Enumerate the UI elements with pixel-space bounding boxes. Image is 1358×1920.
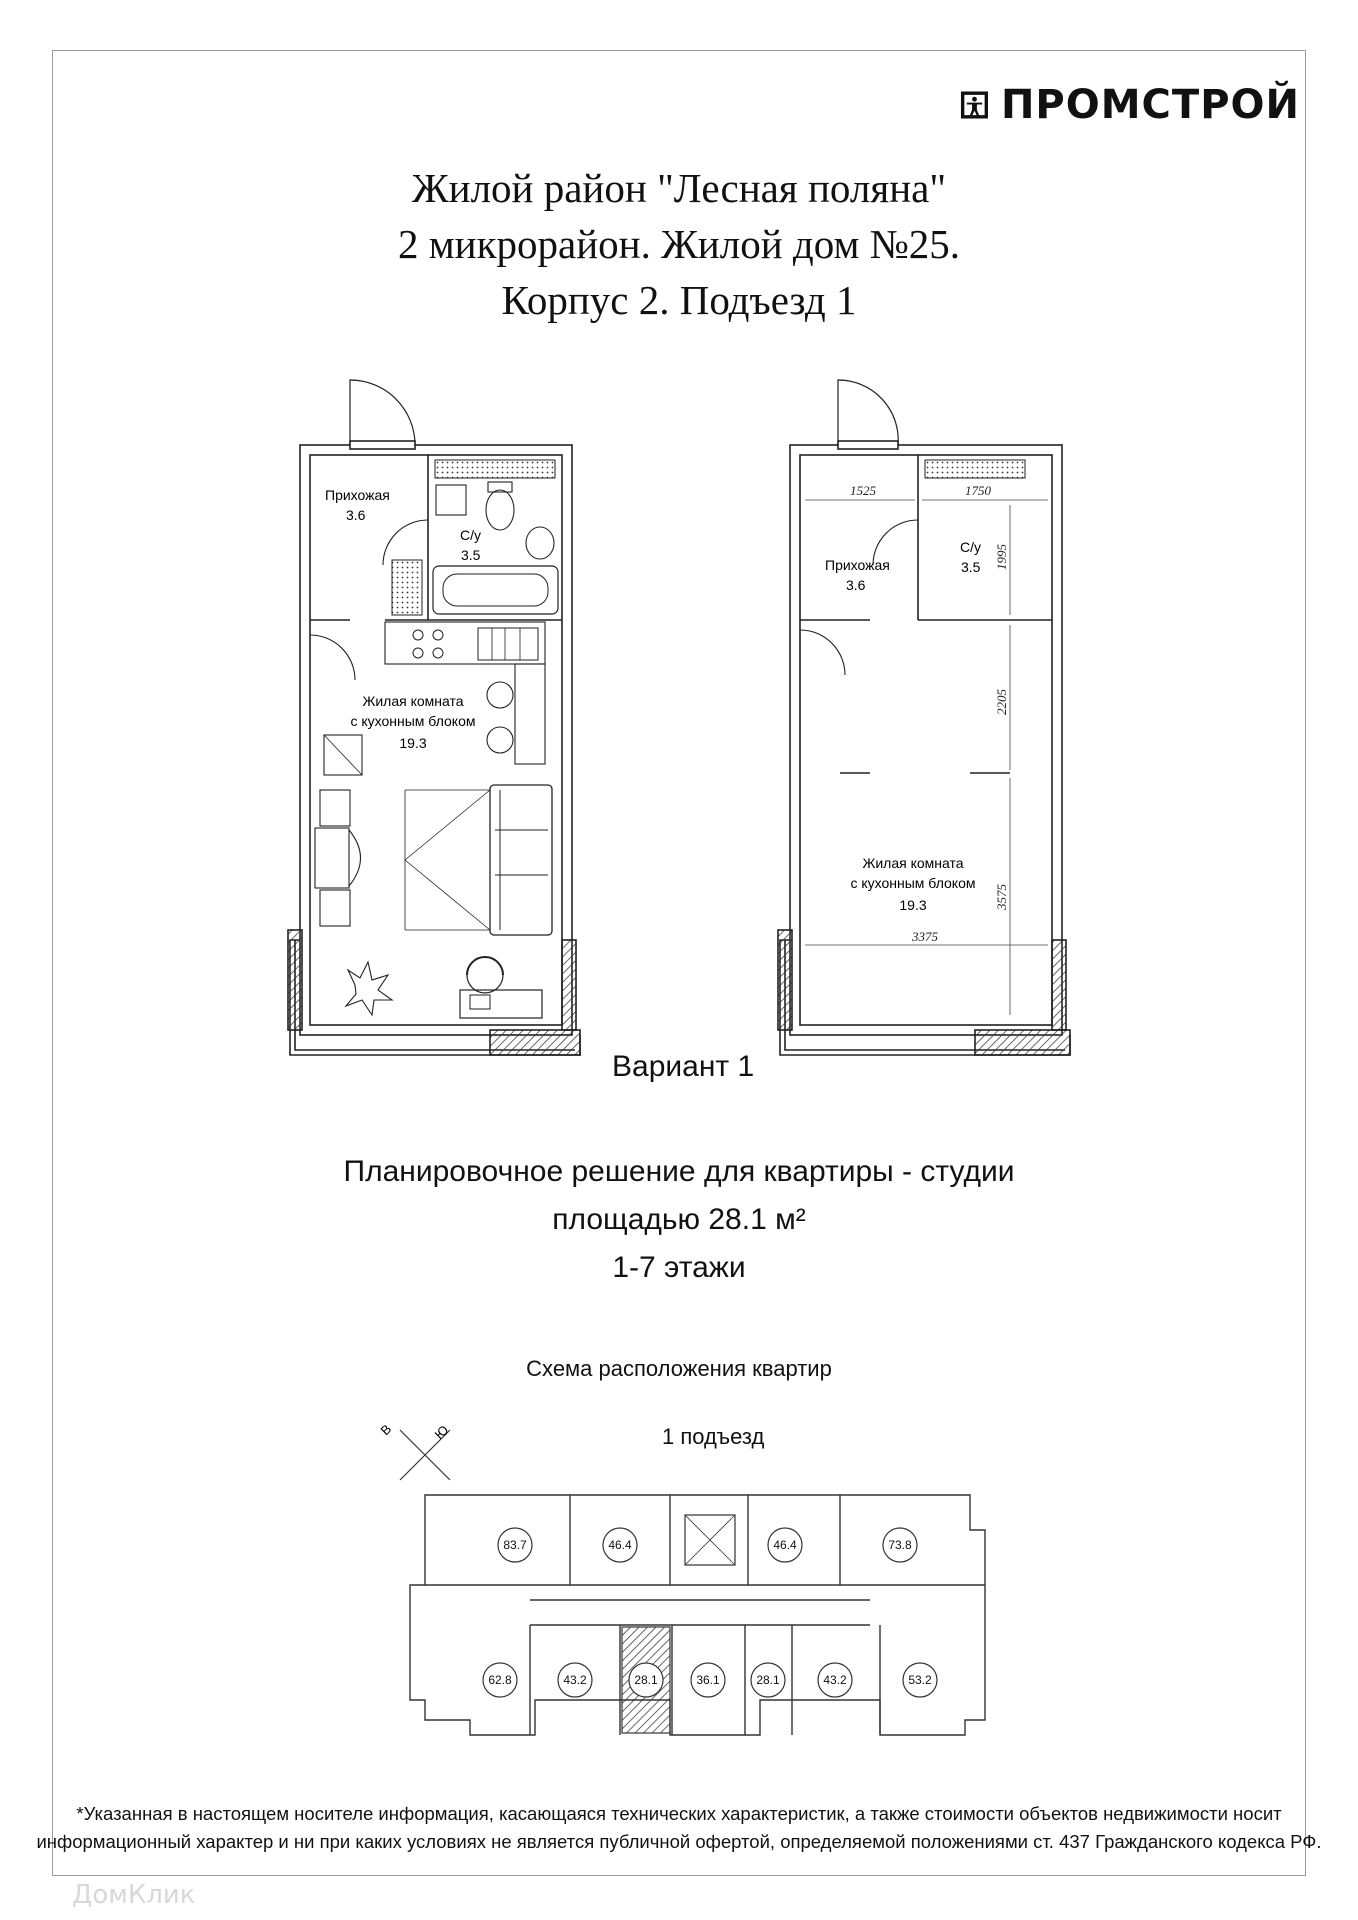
- scheme-area-badges: [483, 1528, 937, 1697]
- dim-1750: 1750: [965, 483, 991, 498]
- title-line-1: Жилой район "Лесная поляна": [411, 165, 947, 211]
- variant-label: Вариант 1: [612, 1050, 755, 1083]
- right-hall-label: Прихожая: [825, 557, 890, 573]
- watermark: ДомКлик: [72, 1880, 196, 1910]
- apt-area-top-2: 46.4: [608, 1538, 632, 1552]
- description-line-1: Планировочное решение для квартиры - студии: [343, 1155, 1015, 1188]
- right-hall-area: 3.6: [846, 577, 866, 593]
- left-bath-area: 3.5: [461, 547, 481, 563]
- compass-north: В: [377, 1421, 395, 1439]
- title-line-3: Корпус 2. Подъезд 1: [501, 277, 857, 323]
- left-living-label-2: с кухонным блоком: [350, 713, 476, 729]
- plan-dimensioned: [778, 380, 1070, 1055]
- apt-area-bottom-5: 28.1: [756, 1673, 780, 1687]
- left-hall-label: Прихожая: [325, 487, 390, 503]
- plan-description: [0, 1148, 1358, 1292]
- left-living-label-1: Жилая комната: [362, 693, 464, 709]
- dim-2205: 2205: [994, 689, 1009, 715]
- apt-area-top-1: 83.7: [503, 1538, 527, 1552]
- entrance-label: 1 подъезд: [662, 1424, 765, 1449]
- apt-area-bottom-3: 28.1: [634, 1673, 658, 1687]
- description-line-2: площадью 28.1 м²: [552, 1203, 806, 1236]
- right-living-label-2: с кухонным блоком: [850, 875, 976, 891]
- left-hall-area: 3.6: [346, 507, 366, 523]
- description-line-3: 1-7 этажи: [612, 1251, 746, 1284]
- apt-area-bottom-6: 43.2: [823, 1673, 847, 1687]
- apt-area-bottom-7: 53.2: [908, 1673, 932, 1687]
- apt-area-top-3: 46.4: [773, 1538, 797, 1552]
- right-bath-label: С/у: [960, 539, 981, 555]
- apt-area-bottom-2: 43.2: [563, 1673, 587, 1687]
- dim-3575: 3575: [994, 884, 1009, 910]
- apt-area-bottom-4: 36.1: [696, 1673, 720, 1687]
- apt-area-bottom-1: 62.8: [488, 1673, 512, 1687]
- left-living-area: 19.3: [399, 735, 427, 751]
- apt-area-top-4: 73.8: [888, 1538, 912, 1552]
- compass-south: Ю: [431, 1422, 452, 1443]
- dim-3375: 3375: [912, 929, 938, 944]
- dim-1525: 1525: [850, 483, 876, 498]
- scheme-title: Схема расположения квартир: [526, 1356, 832, 1381]
- footnote-line-1: *Указанная в настоящем носителе информация, касающаяся технических характеристик, а также стоимости объектов недвижимости носит: [76, 1803, 1282, 1824]
- dim-1995: 1995: [994, 544, 1009, 570]
- right-bath-area: 3.5: [961, 559, 981, 575]
- left-bath-label: С/у: [460, 527, 481, 543]
- title-line-2: 2 микрорайон. Жилой дом №25.: [397, 221, 961, 267]
- footnote-line-2: информационный характер и ни при каких условиях не является публичной офертой, определяемой положениями ст. 437 Гражданского кодекса РФ.: [36, 1831, 1322, 1852]
- brand-name: ПРОМСТРОЙ: [1000, 82, 1300, 128]
- right-living-area: 19.3: [899, 897, 927, 913]
- footnote: [0, 1800, 1358, 1856]
- right-living-label-1: Жилая комната: [862, 855, 964, 871]
